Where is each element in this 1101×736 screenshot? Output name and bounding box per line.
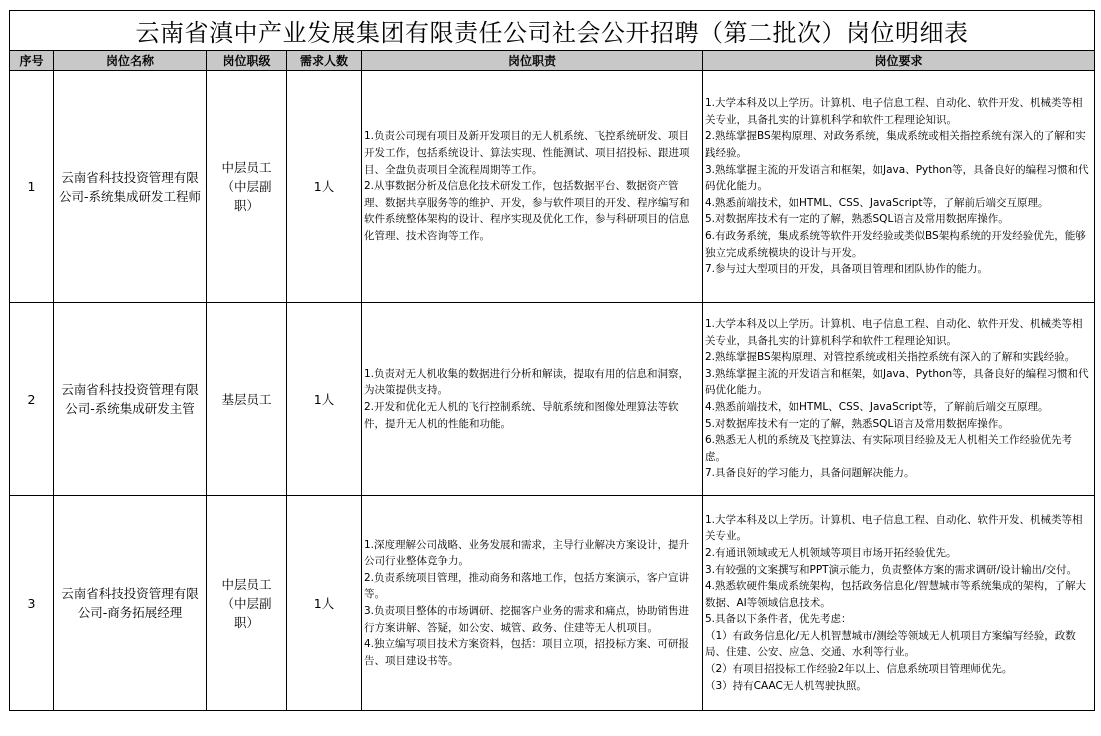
header-requirements: 岗位要求 bbox=[703, 51, 1095, 71]
header-position-name: 岗位名称 bbox=[54, 51, 207, 71]
requirement-item: 5.对数据库技术有一定的了解，熟悉SQL语言及常用数据库操作。 bbox=[705, 213, 1009, 226]
requirement-item: 3.有较强的文案撰写和PPT演示能力，负责整体方案的需求调研/设计输出/交付。 bbox=[705, 563, 1078, 576]
requirement-item: 4.熟悉软硬件集成系统架构，包括政务信息化/智慧城市等系统集成的架构，了解大数据、AI等领域信息技术。 bbox=[705, 580, 1087, 609]
requirement-item: 7.参与过大型项目的开发，具备项目管理和团队协作的能力。 bbox=[705, 263, 989, 276]
duty-item: 1.深度理解公司战略、业务发展和需求，主导行业解决方案设计，提升公司行业整体竞争力。 bbox=[364, 538, 690, 568]
duty-item: 2.负责系统项目管理，推动商务和落地工作，包括方案演示，客户宣讲等。 bbox=[364, 571, 690, 601]
requirement-item: 4.熟悉前端技术，如HTML、CSS、JavaScript等，了解前后端交互原理。 bbox=[705, 196, 1049, 209]
duty-item: 2.开发和优化无人机的飞行控制系统、导航系统和图像处理算法等软件，提升无人机的性能和功能。 bbox=[364, 401, 679, 430]
headcount: 1人 bbox=[287, 303, 362, 496]
position-name: 云南省科技投资管理有限公司-商务拓展经理 bbox=[54, 496, 207, 711]
requirement-item: 3.熟练掌握主流的开发语言和框架，如Java、Python等，具备良好的编程习惯和代码优化能力。 bbox=[705, 367, 1089, 397]
position-level: 中层员工（中层副职） bbox=[207, 71, 287, 303]
position-level: 中层员工（中层副职） bbox=[207, 496, 287, 711]
requirement-item: 2.有通讯领域或无人机领域等项目市场开拓经验优先。 bbox=[705, 546, 957, 559]
headcount: 1人 bbox=[287, 496, 362, 711]
duty-item: 2.从事数据分析及信息化技术研发工作，包括数据平台、数据资产管理、数据共享服务等的维护、开发，参与软件项目的开发、程序编写和软件系统整体架构的设计、程序实现及优化工作，参与科研项目的信息化管理、技术咨询等工作。 bbox=[364, 180, 690, 242]
duties-cell bbox=[362, 71, 703, 303]
table-row bbox=[10, 496, 1095, 711]
requirement-item: （2）有项目招投标工作经验2年以上、信息系统项目管理师优先。 bbox=[705, 663, 1013, 676]
position-detail-table bbox=[9, 10, 1095, 711]
duty-item: 3.负责项目整体的市场调研、挖掘客户业务的需求和痛点，协助销售进行方案讲解、答疑，如公安、城管、政务、住建等无人机项目。 bbox=[364, 605, 690, 634]
requirement-item: 1.大学本科及以上学历。计算机、电子信息工程、自动化、软件开发、机械类等相关专业。 bbox=[705, 513, 1083, 543]
requirement-item: 4.熟悉前端技术，如HTML、CSS、JavaScript等，了解前后端交互原理。 bbox=[705, 401, 1049, 413]
requirement-item: 6.熟悉无人机的系统及飞控算法、有实际项目经验及无人机相关工作经验优先考虑。 bbox=[705, 434, 1073, 463]
requirement-item: （3）持有CAAC无人机驾驶执照。 bbox=[705, 679, 867, 692]
requirement-item: 5.具备以下条件者，优先考虑： bbox=[705, 613, 852, 626]
requirement-item: （1）有政务信息化/无人机智慧城市/测绘等领域无人机项目方案编写经验，政数局、住建、公安、应急、交通、水利等行业。 bbox=[705, 629, 1076, 659]
position-name: 云南省科技投资管理有限公司-系统集成研发工程师 bbox=[54, 71, 207, 303]
row-no: 2 bbox=[10, 303, 54, 496]
requirement-item: 7.具备良好的学习能力，具备问题解决能力。 bbox=[705, 467, 915, 480]
duties-cell bbox=[362, 303, 703, 496]
requirement-item: 3.熟练掌握主流的开发语言和框架，如Java、Python等，具备良好的编程习惯和代码优化能力。 bbox=[705, 163, 1089, 193]
row-no: 1 bbox=[10, 71, 54, 303]
requirement-item: 2.熟练掌握BS架构原理、对管控系统或相关指控系统有深入的了解和实践经验。 bbox=[705, 351, 1076, 364]
table-row bbox=[10, 303, 1095, 496]
header-row bbox=[10, 51, 1095, 71]
duty-item: 1.负责公司现有项目及新开发项目的无人机系统、飞控系统研发、项目开发工作，包括系统设计、算法实现、性能测试、项目招投标、跟进项目、全盘负责项目全流程周期等工作。 bbox=[364, 130, 690, 176]
requirement-item: 1.大学本科及以上学历。计算机、电子信息工程、自动化、软件开发、机械类等相关专业，具备扎实的计算机科学和软件工程理论知识。 bbox=[705, 97, 1083, 126]
requirement-item: 6.有政务系统，集成系统等软件开发经验或类似BS架构系统的开发经验优先，能够独立完成系统模块的设计与开发。 bbox=[705, 229, 1086, 259]
requirement-item: 2.熟练掌握BS架构原理、对政务系统，集成系统或相关指控系统有深入的了解和实践经验。 bbox=[705, 130, 1086, 160]
position-name: 云南省科技投资管理有限公司-系统集成研发主管 bbox=[54, 303, 207, 496]
duty-item: 4.独立编写项目技术方案资料，包括：项目立项，招投标方案、可研报告、项目建设书等。 bbox=[364, 638, 690, 667]
row-no: 3 bbox=[10, 496, 54, 711]
requirements-cell bbox=[703, 71, 1095, 303]
duties-cell bbox=[362, 496, 703, 711]
requirements-cell bbox=[703, 496, 1095, 711]
requirement-item: 5.对数据库技术有一定的了解，熟悉SQL语言及常用数据库操作。 bbox=[705, 417, 1009, 430]
table-row bbox=[10, 71, 1095, 303]
recruitment-table-sheet bbox=[9, 10, 1094, 711]
requirements-cell bbox=[703, 303, 1095, 496]
header-position-level: 岗位职级 bbox=[207, 51, 287, 71]
header-headcount: 需求人数 bbox=[287, 51, 362, 71]
header-duties: 岗位职责 bbox=[362, 51, 703, 71]
table-title: 云南省滇中产业发展集团有限责任公司社会公开招聘（第二批次）岗位明细表 bbox=[10, 11, 1095, 51]
position-level: 基层员工 bbox=[207, 303, 287, 496]
duty-item: 1.负责对无人机收集的数据进行分析和解读，提取有用的信息和洞察，为决策提供支持。 bbox=[364, 367, 690, 397]
headcount: 1人 bbox=[287, 71, 362, 303]
header-no: 序号 bbox=[10, 51, 54, 71]
requirement-item: 1.大学本科及以上学历。计算机、电子信息工程、自动化、软件开发、机械类等相关专业，具备扎实的计算机科学和软件工程理论知识。 bbox=[705, 318, 1083, 347]
